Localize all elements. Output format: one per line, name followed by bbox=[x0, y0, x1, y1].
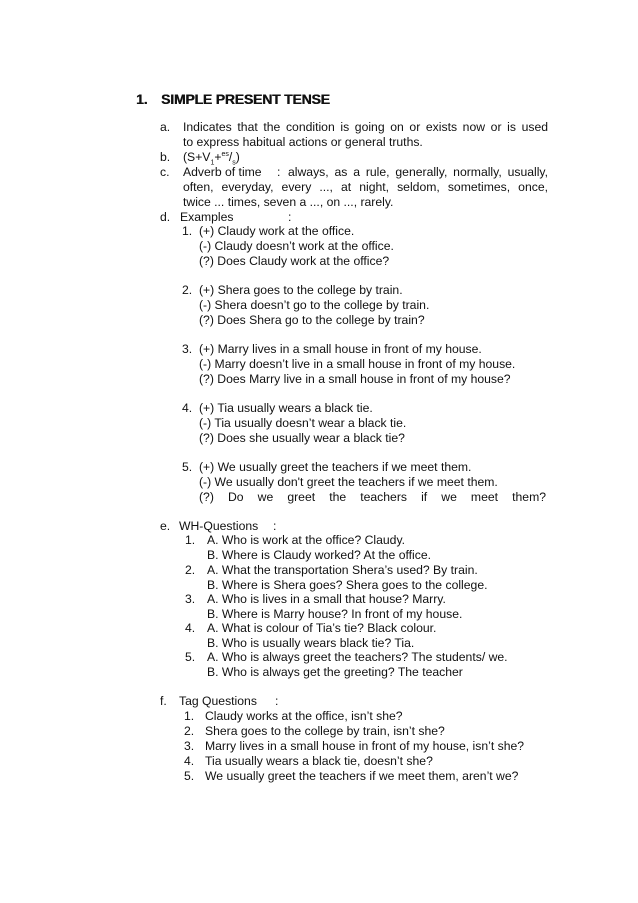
item-d-label: Examples bbox=[180, 210, 234, 224]
item-f-label: Tag Questions bbox=[179, 694, 257, 708]
item-e-label: WH-Questions bbox=[179, 519, 259, 533]
tag-5-number: 5. bbox=[184, 769, 195, 783]
tag-2-text: Shera goes to the college by train, isn’t she? bbox=[205, 724, 445, 738]
example-4-line-3: (?) Does she usually wear a black tie? bbox=[199, 431, 405, 445]
tag-1-number: 1. bbox=[184, 709, 195, 723]
tag-3-number: 3. bbox=[184, 739, 195, 753]
example-2-line-1: (+) Shera goes to the college by train. bbox=[199, 283, 403, 297]
item-a-line-1: Indicates that the condition is going on or exists now or is used bbox=[183, 120, 548, 134]
example-2-number: 2. bbox=[182, 283, 193, 297]
example-5-number: 5. bbox=[182, 460, 193, 474]
wh-2-b: B. Where is Shera goes? Shera goes to the college. bbox=[207, 578, 488, 592]
wh-5-b: B. Who is always get the greeting? The teacher bbox=[207, 665, 463, 679]
item-c-line-2: often, everyday, every ..., at night, seldom, sometimes, once, bbox=[183, 180, 548, 194]
example-1-line-1: (+) Claudy work at the office. bbox=[199, 224, 355, 238]
wh-1-b: B. Where is Claudy worked? At the office. bbox=[207, 548, 431, 562]
tag-4-number: 4. bbox=[184, 754, 195, 768]
item-c-label: Adverb of time bbox=[183, 165, 262, 179]
item-e-colon: : bbox=[273, 519, 277, 533]
example-3-line-3: (?) Does Marry live in a small house in front of my house? bbox=[199, 372, 511, 386]
wh-4-a: A. What is colour of Tia’s tie? Black colour. bbox=[207, 621, 437, 635]
item-c-colon: : bbox=[277, 165, 281, 179]
tag-5-text: We usually greet the teachers if we meet them, aren’t we? bbox=[205, 769, 519, 783]
example-1-line-2: (-) Claudy doesn’t work at the office. bbox=[199, 239, 394, 253]
item-d-marker: d. bbox=[160, 210, 171, 224]
example-3-line-1: (+) Marry lives in a small house in front of my house. bbox=[199, 342, 482, 356]
example-3-number: 3. bbox=[182, 342, 193, 356]
example-5-line-1: (+) We usually greet the teachers if we meet them. bbox=[199, 460, 472, 474]
item-c-line-1: always, as a rule, generally, normally, usually, bbox=[288, 165, 548, 179]
wh-3-number: 3. bbox=[185, 592, 196, 606]
wh-5-number: 5. bbox=[185, 650, 196, 664]
wh-2-number: 2. bbox=[185, 563, 196, 577]
example-3-line-2: (-) Marry doesn’t live in a small house in front of my house. bbox=[199, 357, 516, 371]
item-b-formula: $(S+V_1+^{es}/_s)$ bbox=[183, 150, 240, 167]
item-d-colon: : bbox=[288, 210, 292, 224]
example-2-line-3: (?) Does Shera go to the college by train? bbox=[199, 313, 425, 327]
item-c-line-3: twice ... times, seven a ..., on ..., rarely. bbox=[183, 195, 394, 209]
example-4-line-2: (-) Tia usually doesn’t wear a black tie. bbox=[199, 416, 407, 430]
wh-1-number: 1. bbox=[185, 533, 196, 547]
example-5-line-2: (-) We usually don't greet the teachers if we meet them. bbox=[199, 475, 498, 489]
item-f-marker: f. bbox=[160, 694, 167, 708]
item-a-marker: a. bbox=[160, 120, 171, 134]
wh-2-a: A. What the transportation Shera’s used? By train. bbox=[207, 563, 478, 577]
example-2-line-2: (-) Shera doesn’t go to the college by train. bbox=[199, 298, 430, 312]
wh-3-b: B. Where is Marry house? In front of my house. bbox=[207, 607, 463, 621]
item-b-marker: b. bbox=[160, 150, 171, 164]
item-e-marker: e. bbox=[160, 519, 171, 533]
example-4-line-1: (+) Tia usually wears a black tie. bbox=[199, 401, 373, 415]
wh-1-a: A. Who is work at the office? Claudy. bbox=[207, 533, 406, 547]
item-a-line-2: to express habitual actions or general truths. bbox=[183, 135, 423, 149]
tag-2-number: 2. bbox=[184, 724, 195, 738]
wh-3-a: A. Who is lives in a small that house? Marry. bbox=[207, 592, 446, 606]
item-c-marker: c. bbox=[160, 165, 170, 179]
tag-3-text: Marry lives in a small house in front of my house, isn’t she? bbox=[205, 739, 525, 753]
section-number: 1. bbox=[136, 91, 148, 107]
example-1-line-3: (?) Does Claudy work at the office? bbox=[199, 254, 390, 268]
example-1-number: 1. bbox=[182, 224, 193, 238]
tag-1-text: Claudy works at the office, isn’t she? bbox=[205, 709, 403, 723]
wh-4-number: 4. bbox=[185, 621, 196, 635]
tag-4-text: Tia usually wears a black tie, doesn’t she? bbox=[205, 754, 433, 768]
wh-5-a: A. Who is always greet the teachers? The students/ we. bbox=[207, 650, 508, 664]
example-4-number: 4. bbox=[182, 401, 193, 415]
section-title bbox=[136, 91, 330, 107]
section-title-text: SIMPLE PRESENT TENSE bbox=[161, 91, 330, 107]
example-5-line-3: (?) Do we greet the teachers if we meet them? bbox=[199, 490, 546, 504]
wh-4-b: B. Who is usually wears black tie? Tia. bbox=[207, 636, 415, 650]
item-f-colon: : bbox=[275, 694, 279, 708]
